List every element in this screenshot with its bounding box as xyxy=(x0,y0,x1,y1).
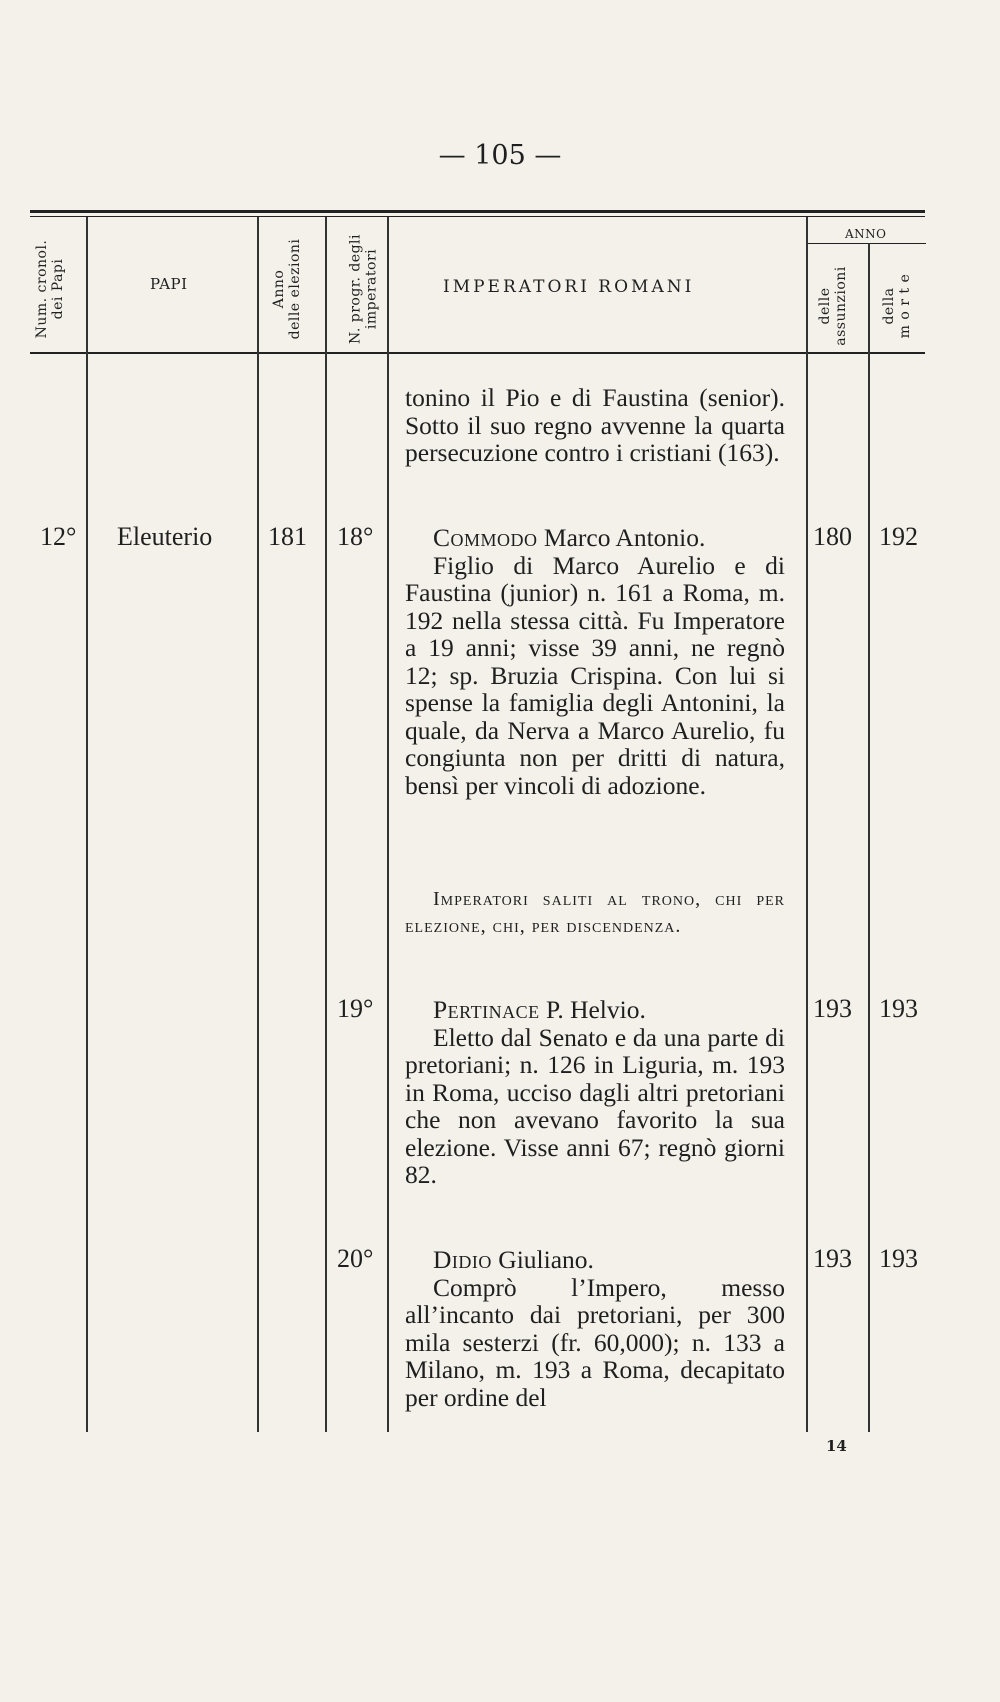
row12-morte: 192 xyxy=(879,522,918,551)
row20-morte: 193 xyxy=(879,1244,918,1273)
row19-name-sc: Pertinace xyxy=(433,995,540,1024)
top-rule-thin xyxy=(30,216,925,217)
header-bottom-rule xyxy=(30,352,925,354)
header-n-progr xyxy=(348,227,380,352)
row12-num-cronol: 12° xyxy=(40,522,77,551)
header-num-cronol-line2: dei Papi xyxy=(50,258,66,320)
continuation-text: tonino il Pio e di Faustina (senior). Sotto il suo regno avvenne la quarta persecuzione contro i cristiani (163). xyxy=(405,383,785,467)
column-divider-4 xyxy=(387,217,389,1432)
row12-anno: 181 xyxy=(268,522,307,551)
column-divider-2 xyxy=(257,217,259,1432)
signature-mark: 14 xyxy=(826,1437,847,1455)
row12-name-line xyxy=(405,524,785,552)
row19-assunzione: 193 xyxy=(813,994,852,1023)
column-divider-6 xyxy=(868,243,870,1432)
row12-assunzione: 180 xyxy=(813,522,852,551)
row12-name-sc: Commodo xyxy=(433,523,538,552)
row20-assunzione: 193 xyxy=(813,1244,852,1273)
row20-progr: 20° xyxy=(337,1244,374,1273)
header-anno-elezioni xyxy=(271,234,303,344)
row12-imperatore xyxy=(405,524,785,799)
row12-description: Figlio di Marco Aurelio e di Faustina (junior) n. 161 a Roma, m. 192 nella stessa città. Fu Imperatore a 19 anni; visse 39 anni, ne regnò 12; sp. Bruzia Crispina. Con lui si spense la famiglia degli Antonini, la quale, da Nerva a Marco Aurelio, fu congiunta non per dritti di natura, bensì per vincoli di adozione. xyxy=(405,550,785,800)
row20-name-line xyxy=(405,1246,785,1274)
row12-progr: 18° xyxy=(337,522,374,551)
anno-group-rule xyxy=(806,243,926,244)
row20-name-rest: Giuliano. xyxy=(491,1245,594,1274)
row19-name-line xyxy=(405,996,785,1024)
header-morte-line2: m o r t e xyxy=(897,273,913,339)
header-num-cronol-line1: Num. cronol. xyxy=(34,239,50,339)
header-anno-line1: Anno xyxy=(271,269,287,309)
column-divider-5 xyxy=(806,217,808,1432)
header-anno-group: ANNO xyxy=(845,227,887,241)
header-anno-line2: delle elezioni xyxy=(287,238,303,340)
row19-progr: 19° xyxy=(337,994,374,1023)
row20-imperatore xyxy=(405,1246,785,1411)
page-number: — 105 — xyxy=(438,140,562,171)
header-imperatori-romani: IMPERATORI ROMANI xyxy=(443,277,695,297)
row19-morte: 193 xyxy=(879,994,918,1023)
column-divider-1 xyxy=(86,217,88,1432)
header-papi: PAPI xyxy=(150,275,188,293)
row19-name-rest: P. Helvio. xyxy=(539,995,646,1024)
row20-description: Comprò l’Impero, messo all’incanto dai pretoriani, per 300 mila sesterzi (fr. 60,000); n. 133 a Milano, m. 193 a Roma, decapitato per ordine del xyxy=(405,1272,785,1412)
header-morte xyxy=(881,261,913,351)
header-assunzioni xyxy=(817,256,849,356)
header-n-progr-line1: N. progr. degli xyxy=(347,233,364,345)
header-n-progr-line2: imperatori xyxy=(363,248,380,330)
top-rule-thick xyxy=(30,210,925,213)
row19-imperatore xyxy=(405,996,785,1189)
section-heading: Imperatori saliti al trono, chi per elezione, chi, per discendenza. xyxy=(405,888,785,937)
row20-name-sc: Didio xyxy=(433,1245,492,1274)
header-num-cronol xyxy=(34,234,66,344)
row12-papa: Eleuterio xyxy=(117,522,213,551)
column-divider-3 xyxy=(325,217,327,1432)
row19-description: Eletto dal Senato e da una parte di pretoriani; n. 126 in Liguria, m. 193 in Roma, ucciso dagli altri pretoriani che non avevano favorito la sua elezione. Visse anni 67; regnò giorni 82. xyxy=(405,1022,785,1189)
header-morte-line1: della xyxy=(881,287,897,325)
header-assunzioni-line2: assunzioni xyxy=(833,266,849,346)
row12-name-rest: Marco Antonio. xyxy=(537,523,706,552)
header-assunzioni-line1: delle xyxy=(817,287,833,325)
